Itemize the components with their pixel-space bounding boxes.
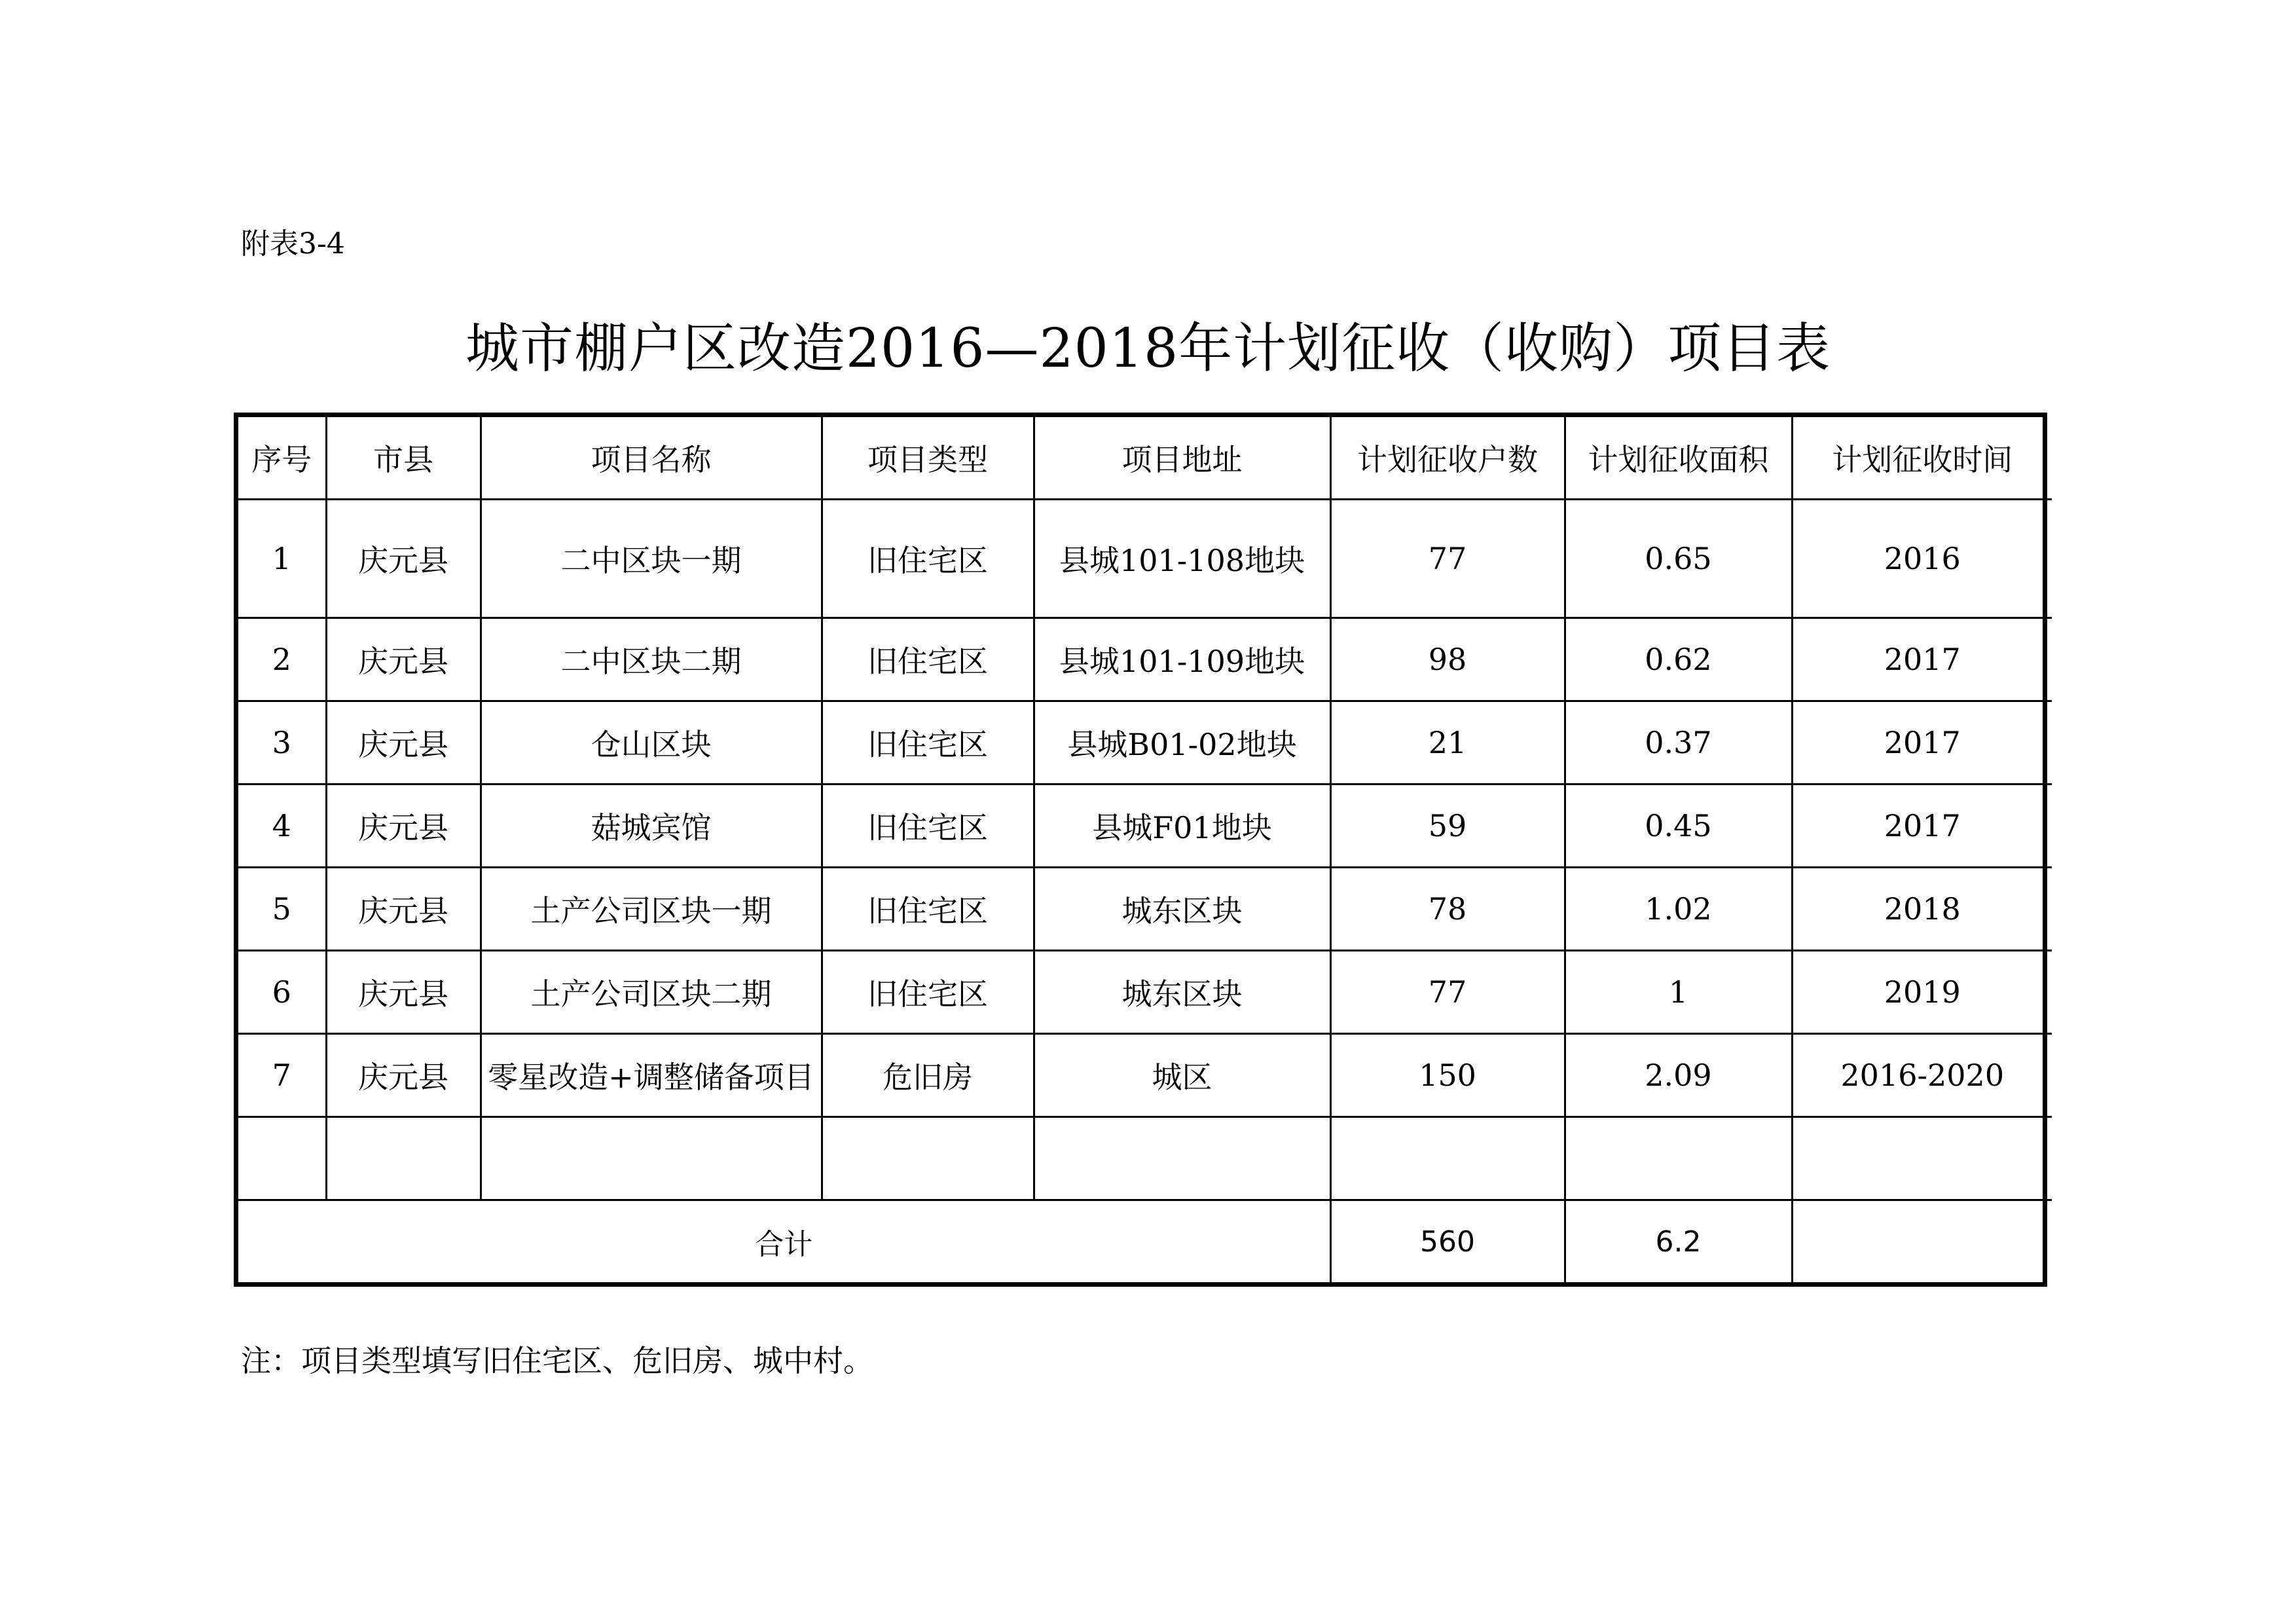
cell-county: 庆元县 <box>326 868 481 951</box>
cell-households: 78 <box>1330 868 1565 951</box>
cell-blank <box>1330 1117 1565 1200</box>
cell-households: 21 <box>1330 701 1565 784</box>
cell-index: 7 <box>238 1034 326 1117</box>
cell-time: 2017 <box>1792 784 2052 868</box>
project-table <box>238 417 2052 1282</box>
cell-project-type: 旧住宅区 <box>822 701 1034 784</box>
cell-project-type: 危旧房 <box>822 1034 1034 1117</box>
cell-time: 2018 <box>1792 868 2052 951</box>
header-time: 计划征收时间 <box>1792 417 2052 500</box>
table-row <box>238 868 2052 951</box>
table-row <box>238 618 2052 701</box>
header-index: 序号 <box>238 417 326 500</box>
cell-project-name: 土产公司区块一期 <box>481 868 822 951</box>
cell-county: 庆元县 <box>326 951 481 1034</box>
cell-project-address: 城区 <box>1034 1034 1330 1117</box>
table-header-row <box>238 417 2052 500</box>
cell-households: 59 <box>1330 784 1565 868</box>
header-project-name: 项目名称 <box>481 417 822 500</box>
cell-households: 77 <box>1330 500 1565 618</box>
header-project-address: 项目地址 <box>1034 417 1330 500</box>
cell-households: 98 <box>1330 618 1565 701</box>
cell-blank <box>1034 1117 1330 1200</box>
cell-index: 3 <box>238 701 326 784</box>
cell-project-address: 城东区块 <box>1034 868 1330 951</box>
cell-project-name: 零星改造+调整储备项目 <box>481 1034 822 1117</box>
cell-area: 1 <box>1565 951 1792 1034</box>
cell-index: 2 <box>238 618 326 701</box>
cell-county: 庆元县 <box>326 784 481 868</box>
footnote: 注：项目类型填写旧住宅区、危旧房、城中村。 <box>241 1343 873 1378</box>
cell-county: 庆元县 <box>326 701 481 784</box>
cell-households: 77 <box>1330 951 1565 1034</box>
header-project-type: 项目类型 <box>822 417 1034 500</box>
cell-blank <box>238 1117 326 1200</box>
cell-index: 1 <box>238 500 326 618</box>
cell-area: 2.09 <box>1565 1034 1792 1117</box>
cell-time: 2019 <box>1792 951 2052 1034</box>
cell-area: 0.62 <box>1565 618 1792 701</box>
document-title: 城市棚户区改造2016—2018年计划征收（收购）项目表 <box>465 318 1831 380</box>
cell-index: 4 <box>238 784 326 868</box>
appendix-label: 附表3-4 <box>241 227 345 261</box>
cell-project-type: 旧住宅区 <box>822 618 1034 701</box>
total-households: 560 <box>1330 1200 1565 1283</box>
table-row <box>238 1034 2052 1117</box>
cell-blank <box>1792 1117 2052 1200</box>
table-row <box>238 500 2052 618</box>
cell-project-address: 县城101-108地块 <box>1034 500 1330 618</box>
cell-time: 2016-2020 <box>1792 1034 2052 1117</box>
cell-project-address: 县城101-109地块 <box>1034 618 1330 701</box>
cell-blank <box>822 1117 1034 1200</box>
cell-county: 庆元县 <box>326 500 481 618</box>
cell-project-type: 旧住宅区 <box>822 784 1034 868</box>
cell-project-name: 二中区块一期 <box>481 500 822 618</box>
cell-area: 0.37 <box>1565 701 1792 784</box>
cell-blank <box>326 1117 481 1200</box>
cell-area: 0.45 <box>1565 784 1792 868</box>
cell-blank <box>1565 1117 1792 1200</box>
cell-project-name: 土产公司区块二期 <box>481 951 822 1034</box>
project-table-frame <box>234 413 2047 1287</box>
cell-project-type: 旧住宅区 <box>822 868 1034 951</box>
table-row <box>238 951 2052 1034</box>
header-area: 计划征收面积 <box>1565 417 1792 500</box>
cell-county: 庆元县 <box>326 618 481 701</box>
cell-project-type: 旧住宅区 <box>822 951 1034 1034</box>
cell-project-type: 旧住宅区 <box>822 500 1034 618</box>
cell-area: 0.65 <box>1565 500 1792 618</box>
cell-project-name: 菇城宾馆 <box>481 784 822 868</box>
cell-blank <box>481 1117 822 1200</box>
cell-index: 5 <box>238 868 326 951</box>
cell-area: 1.02 <box>1565 868 1792 951</box>
table-row-blank <box>238 1117 2052 1200</box>
cell-project-name: 二中区块二期 <box>481 618 822 701</box>
cell-project-address: 县城F01地块 <box>1034 784 1330 868</box>
cell-time: 2017 <box>1792 701 2052 784</box>
total-time <box>1792 1200 2052 1283</box>
cell-project-address: 县城B01-02地块 <box>1034 701 1330 784</box>
cell-index: 6 <box>238 951 326 1034</box>
total-label: 合计 <box>238 1200 1330 1283</box>
table-total-row <box>238 1200 2052 1283</box>
header-households: 计划征收户数 <box>1330 417 1565 500</box>
cell-project-name: 仓山区块 <box>481 701 822 784</box>
cell-time: 2017 <box>1792 618 2052 701</box>
cell-county: 庆元县 <box>326 1034 481 1117</box>
table-row <box>238 784 2052 868</box>
cell-time: 2016 <box>1792 500 2052 618</box>
header-county: 市县 <box>326 417 481 500</box>
table-row <box>238 701 2052 784</box>
total-area: 6.2 <box>1565 1200 1792 1283</box>
cell-project-address: 城东区块 <box>1034 951 1330 1034</box>
cell-households: 150 <box>1330 1034 1565 1117</box>
